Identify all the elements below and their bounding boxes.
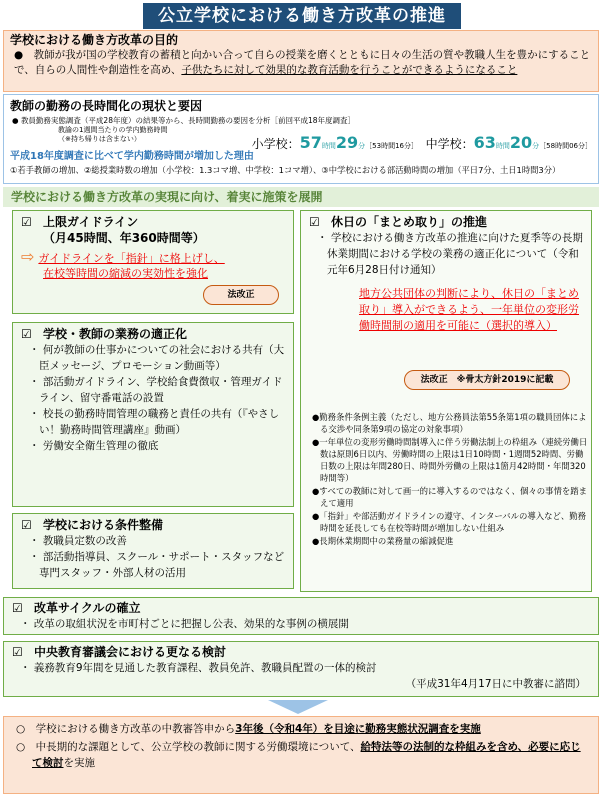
cycle-title-text: 改革サイクルの確立	[34, 601, 141, 615]
elementary-hours-unit: 時間	[321, 142, 336, 150]
council-date: （平成31年4月17日に中教審に諮問）	[405, 678, 586, 690]
note-item: ●長期休業期間中の業務量の縮減促進	[312, 536, 454, 546]
guideline-red-2: 在校等時間の縮減の実効性を強化	[43, 267, 208, 280]
guideline-change	[21, 249, 285, 281]
holiday-title-text: 休日の「まとめ取り」の推進	[331, 215, 488, 229]
conditions-title-text: 学校における条件整備	[43, 518, 164, 532]
middle-previous: ［58時間06分］	[539, 142, 592, 150]
purpose-text	[14, 48, 592, 78]
future-item-1-text: 学校における働き方改革の中教審答申から	[35, 723, 236, 735]
future-plan-section	[3, 716, 599, 794]
council-item: ・ 義務教育9年間を見通した教育課程、教員免許、教職員配置の一体的検討	[20, 662, 377, 674]
avg-label-1: 教諭の1週間当たりの学内勤務時間	[58, 126, 168, 134]
list-item: ・ 校長の勤務時間管理の職務と責任の共有（『やさしい！勤務時間管理講座』動画）	[29, 408, 280, 436]
arrow-right-icon: ⇨	[21, 247, 35, 266]
cycle-item: ・ 改革の取組状況を市町村ごとに把握し公表、効果的な事例の横展開	[20, 618, 349, 630]
future-item-1-emph: 3年後（令和4年）を目途に勤務実態状況調査を実施	[235, 723, 481, 735]
future-item-2	[12, 739, 590, 771]
holiday-red: 地方公共団体の判断により、休日の「まとめ取り」導入ができるよう、一年単位の変形労働時間制の適用を可能に（選択的導入）	[359, 287, 579, 332]
reason-list: ①若手教師の増加、②総授業時数の増加（小学校：1.3コマ増、中学校：1コマ増）、③中学校における部活動時間の増加（平日7分、土日1時間3分）	[10, 165, 561, 175]
future-item-1	[12, 721, 590, 737]
law-revision-badge: 法改正	[203, 285, 279, 305]
checkbox-icon: ☑	[12, 645, 23, 659]
council-title-text: 中央教育審議会における更なる検討	[34, 645, 227, 659]
conditions-box	[12, 513, 294, 589]
list-item: ・ 何が教師の仕事かについての社会における共有（大臣メッセージ、プロモーション動画等）	[29, 344, 285, 372]
guideline-title	[21, 214, 285, 230]
future-item-2-emph: 給特法等の法制的な枠組みを含め、必要に応じて検討	[32, 741, 581, 769]
purpose-text-b: 子供たちに対して効果的な教育活動を行うことができるようになること	[181, 64, 518, 76]
note-item: ●「指針」や部活動ガイドラインの遵守、インターバルの導入など、勤務時間を延長しても在校等時間が増加しない仕組み	[312, 511, 587, 533]
weekly-hours	[252, 133, 592, 152]
circle-icon: ○	[16, 723, 26, 735]
holiday-text: ・ 学校における働き方改革の推進に向けた夏季等の長期休業期間における学校の業務の適正化について（令和元年6月28日付け通知）	[317, 232, 583, 276]
holiday-title	[309, 214, 583, 230]
list-item: ・ 労働安全衛生管理の徹底	[29, 440, 159, 452]
optimize-box	[12, 322, 294, 507]
checkbox-icon: ☑	[309, 215, 320, 229]
council-box	[3, 641, 599, 697]
checkbox-icon: ☑	[21, 327, 32, 341]
note-item: ●一年単位の変形労働時間制導入に伴う労働法制上の枠組み（連続労働日数は原則6日以内、労働時間の上限は1日10時間・1週間52時間、労働日数の上限は年間280日、時間外労働の上限は1箇月42時間・年間320時間等）	[312, 437, 588, 483]
checkbox-icon: ☑	[12, 601, 23, 615]
optimize-title-text: 学校・教師の業務の適正化	[43, 327, 188, 341]
law-revision-badge: 法改正 ※骨太方針2019に記載	[404, 370, 570, 390]
page-title: 公立学校における働き方改革の推進	[143, 3, 461, 29]
purpose-section	[3, 30, 599, 92]
guideline-subtitle: （月45時間、年360時間等）	[43, 231, 205, 245]
note-item: ●すべての教師に対して画一的に導入するのではなく、個々の事情を踏まえて適用	[312, 486, 587, 508]
purpose-heading: 学校における働き方改革の目的	[10, 33, 179, 47]
middle-hours: 63	[473, 133, 496, 152]
elementary-minutes: 29	[335, 133, 359, 152]
survey-text: 教員勤務実態調査（平成28年度）の結果等から、長時間勤務の要因を分析［前回平成18年度調査］	[20, 116, 356, 125]
list-item: ・ 部活動ガイドライン、学校給食費徴収・管理ガイドライン、留守番電話の設置	[29, 376, 283, 404]
avg-label-2: （※持ち帰りは含まない）	[58, 135, 141, 143]
section-banner: 学校における働き方改革の実現に向け、着実に施策を展開	[3, 187, 599, 207]
cycle-box	[3, 597, 599, 635]
guideline-title-1: 上限ガイドライン	[43, 215, 139, 229]
down-arrow-icon	[268, 700, 328, 714]
list-item: ・ 教職員定数の改善	[29, 535, 127, 547]
status-section	[3, 94, 599, 184]
checkbox-icon: ☑	[21, 215, 32, 229]
checkbox-icon: ☑	[21, 518, 32, 532]
middle-label: 中学校：	[425, 137, 474, 151]
elementary-minutes-unit: 分	[358, 142, 366, 150]
reason-heading: 平成18年度調査に比べて学内勤務時間が増加した理由	[10, 151, 254, 162]
note-item: ●勤務条件条例主義（ただし、地方公務員法第55条第1項の職員団体による交渉や同条第9項の協定の対象事項）	[312, 412, 587, 434]
purpose-text-a: 教師が我が国の学校教育の蓄積と向かい合って自らの授業を磨くとともに日々の生活の質や教職人生を豊かにすることで、自らの人間性や創造性を高め、	[14, 49, 591, 76]
circle-icon: ○	[16, 741, 26, 753]
conditions-list	[21, 533, 285, 581]
status-heading: 教師の勤務の長時間化の現状と要因	[10, 99, 203, 113]
optimize-title	[21, 326, 285, 342]
conditions-title	[21, 517, 285, 533]
bullet-icon: ●	[14, 49, 24, 61]
list-item: ・ 部活動指導員、スクール・サポート・スタッフなど専門スタッフ・外部人材の活用	[29, 551, 285, 579]
council-title	[12, 645, 590, 660]
guideline-red-1: ガイドラインを「指針」に格上げし、	[38, 252, 225, 265]
future-item-2-tail: を実施	[63, 757, 95, 769]
future-item-2-text: 中長期的な課題として、公立学校の教師に関する労働環境について、	[35, 741, 361, 753]
middle-minutes-unit: 分	[532, 142, 540, 150]
elementary-hours: 57	[299, 133, 322, 152]
middle-hours-unit: 時間	[495, 142, 510, 150]
optimize-list	[21, 342, 285, 454]
elementary-label: 小学校：	[251, 137, 300, 151]
survey-note: ● 教員勤務実態調査（平成28年度）の結果等から、長時間勤務の要因を分析［前回平成18年度調査］	[12, 116, 356, 125]
elementary-previous: ［53時間16分］	[365, 142, 418, 150]
holiday-notes	[312, 411, 588, 548]
cycle-title	[12, 601, 590, 616]
middle-minutes: 20	[509, 133, 533, 152]
